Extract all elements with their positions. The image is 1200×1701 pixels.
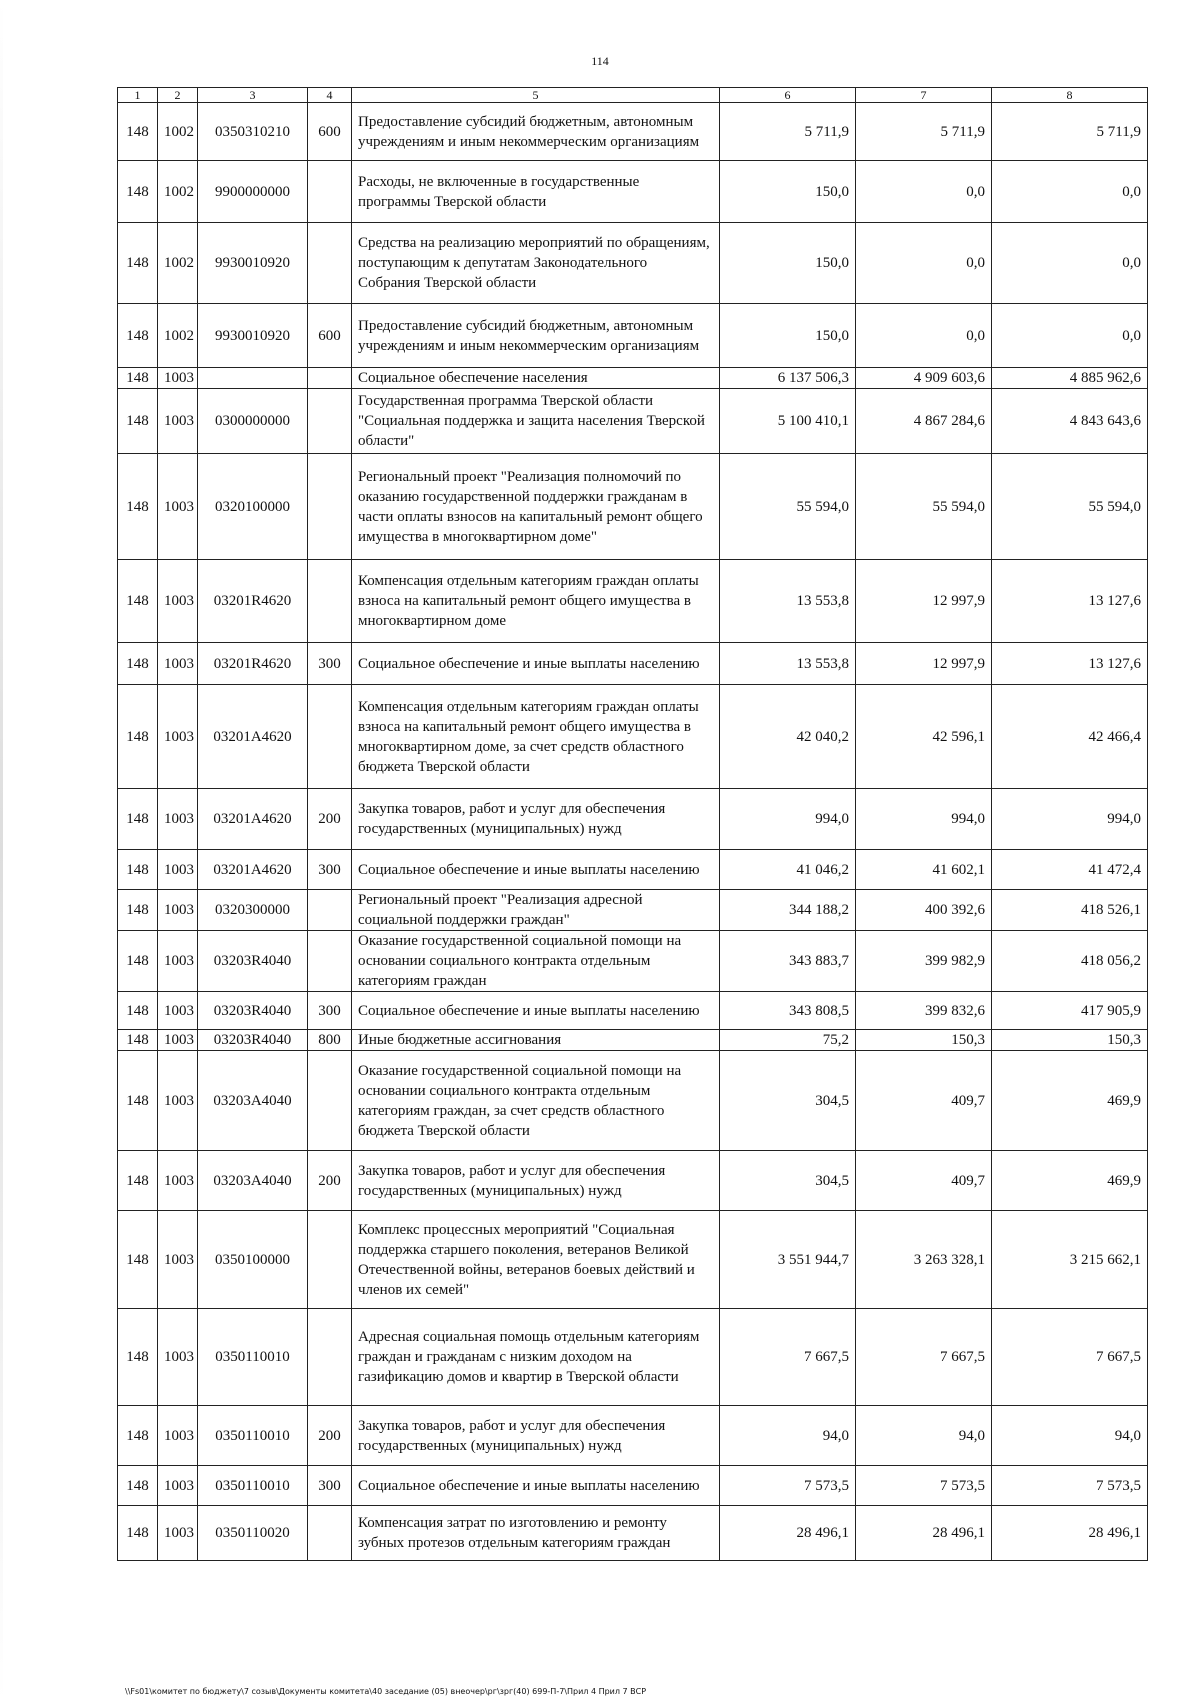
cell-target-article: 03201A4620 bbox=[198, 789, 308, 850]
cell-gr-code: 148 bbox=[118, 992, 158, 1030]
cell-section-code: 1003 bbox=[158, 850, 198, 890]
cell-amount-2026: 0,0 bbox=[856, 304, 992, 368]
cell-expense-type: 600 bbox=[308, 103, 352, 161]
cell-expense-type bbox=[308, 931, 352, 992]
cell-expense-type: 200 bbox=[308, 789, 352, 850]
table-row bbox=[118, 789, 1148, 850]
cell-amount-2025: 13 553,8 bbox=[720, 560, 856, 643]
cell-target-article: 0350310210 bbox=[198, 103, 308, 161]
cell-amount-2025: 55 594,0 bbox=[720, 454, 856, 560]
cell-expense-type bbox=[308, 890, 352, 931]
cell-description: Социальное обеспечение и иные выплаты населению bbox=[352, 1466, 720, 1506]
budget-table bbox=[117, 87, 1148, 1561]
cell-target-article bbox=[198, 368, 308, 389]
cell-amount-2027: 7 573,5 bbox=[992, 1466, 1148, 1506]
cell-section-code: 1003 bbox=[158, 1466, 198, 1506]
cell-target-article: 03201A4620 bbox=[198, 685, 308, 789]
cell-gr-code: 148 bbox=[118, 789, 158, 850]
cell-gr-code: 148 bbox=[118, 1466, 158, 1506]
cell-target-article: 03203R4040 bbox=[198, 1030, 308, 1051]
cell-target-article: 0350110020 bbox=[198, 1506, 308, 1561]
cell-description: Государственная программа Тверской области "Социальная поддержка и защита населения Тверской области" bbox=[352, 389, 720, 454]
cell-amount-2025: 5 100 410,1 bbox=[720, 389, 856, 454]
table-row bbox=[118, 1506, 1148, 1561]
cell-amount-2027: 28 496,1 bbox=[992, 1506, 1148, 1561]
cell-amount-2027: 42 466,4 bbox=[992, 685, 1148, 789]
cell-description: Комплекс процессных мероприятий "Социальная поддержка старшего поколения, ветеранов Великой Отечественной войны, ветеранов боевых действий и членов их семей" bbox=[352, 1211, 720, 1309]
table-row bbox=[118, 890, 1148, 931]
table-row bbox=[118, 850, 1148, 890]
cell-gr-code: 148 bbox=[118, 931, 158, 992]
cell-description: Социальное обеспечение и иные выплаты населению bbox=[352, 992, 720, 1030]
cell-target-article: 0320100000 bbox=[198, 454, 308, 560]
cell-gr-code: 148 bbox=[118, 454, 158, 560]
table-row bbox=[118, 1309, 1148, 1406]
cell-section-code: 1003 bbox=[158, 789, 198, 850]
cell-target-article: 03203R4040 bbox=[198, 992, 308, 1030]
cell-expense-type: 300 bbox=[308, 992, 352, 1030]
cell-target-article: 9930010920 bbox=[198, 223, 308, 304]
cell-description: Средства на реализацию мероприятий по обращениям, поступающим к депутатам Законодательного Собрания Тверской области bbox=[352, 223, 720, 304]
cell-target-article: 03203R4040 bbox=[198, 931, 308, 992]
cell-target-article: 03203A4040 bbox=[198, 1051, 308, 1151]
cell-amount-2026: 5 711,9 bbox=[856, 103, 992, 161]
cell-amount-2027: 994,0 bbox=[992, 789, 1148, 850]
cell-amount-2026: 0,0 bbox=[856, 223, 992, 304]
cell-amount-2025: 42 040,2 bbox=[720, 685, 856, 789]
cell-amount-2026: 3 263 328,1 bbox=[856, 1211, 992, 1309]
cell-section-code: 1003 bbox=[158, 389, 198, 454]
footer-file-path: \\Fs01\комитет по бюджету\7 созыв\Документы комитета\40 заседание (05) внеочер\рг\зрг(40) 699-П-7\Прил 4 Прил 7 ВСР bbox=[125, 1687, 647, 1696]
cell-section-code: 1003 bbox=[158, 1506, 198, 1561]
cell-amount-2027: 469,9 bbox=[992, 1051, 1148, 1151]
cell-target-article: 03201A4620 bbox=[198, 850, 308, 890]
cell-amount-2027: 7 667,5 bbox=[992, 1309, 1148, 1406]
cell-gr-code: 148 bbox=[118, 1030, 158, 1051]
cell-amount-2025: 5 711,9 bbox=[720, 103, 856, 161]
cell-amount-2027: 3 215 662,1 bbox=[992, 1211, 1148, 1309]
cell-section-code: 1003 bbox=[158, 1030, 198, 1051]
cell-amount-2026: 994,0 bbox=[856, 789, 992, 850]
cell-expense-type: 300 bbox=[308, 1466, 352, 1506]
column-number-7: 7 bbox=[856, 88, 992, 103]
table-row bbox=[118, 223, 1148, 304]
cell-amount-2026: 28 496,1 bbox=[856, 1506, 992, 1561]
cell-expense-type bbox=[308, 389, 352, 454]
cell-description: Социальное обеспечение населения bbox=[352, 368, 720, 389]
column-number-3: 3 bbox=[198, 88, 308, 103]
cell-target-article: 0320300000 bbox=[198, 890, 308, 931]
cell-section-code: 1003 bbox=[158, 368, 198, 389]
table-row bbox=[118, 643, 1148, 685]
cell-gr-code: 148 bbox=[118, 1506, 158, 1561]
table-row bbox=[118, 161, 1148, 223]
table-row bbox=[118, 368, 1148, 389]
cell-section-code: 1002 bbox=[158, 304, 198, 368]
cell-amount-2025: 994,0 bbox=[720, 789, 856, 850]
column-number-6: 6 bbox=[720, 88, 856, 103]
cell-target-article: 0350110010 bbox=[198, 1466, 308, 1506]
cell-description: Предоставление субсидий бюджетным, автономным учреждениям и иным некоммерческим организациям bbox=[352, 304, 720, 368]
cell-section-code: 1002 bbox=[158, 103, 198, 161]
cell-amount-2027: 150,3 bbox=[992, 1030, 1148, 1051]
cell-gr-code: 148 bbox=[118, 1051, 158, 1151]
cell-gr-code: 148 bbox=[118, 368, 158, 389]
cell-section-code: 1003 bbox=[158, 1406, 198, 1466]
cell-expense-type: 300 bbox=[308, 850, 352, 890]
cell-target-article: 9930010920 bbox=[198, 304, 308, 368]
cell-amount-2025: 343 808,5 bbox=[720, 992, 856, 1030]
cell-description: Компенсация отдельным категориям граждан оплаты взноса на капитальный ремонт общего имущества в многоквартирном доме bbox=[352, 560, 720, 643]
cell-amount-2025: 3 551 944,7 bbox=[720, 1211, 856, 1309]
cell-amount-2025: 344 188,2 bbox=[720, 890, 856, 931]
cell-amount-2025: 304,5 bbox=[720, 1151, 856, 1211]
cell-amount-2025: 41 046,2 bbox=[720, 850, 856, 890]
cell-amount-2027: 469,9 bbox=[992, 1151, 1148, 1211]
table-row bbox=[118, 1051, 1148, 1151]
column-number-row bbox=[118, 88, 1148, 103]
cell-amount-2027: 0,0 bbox=[992, 223, 1148, 304]
cell-target-article: 0350110010 bbox=[198, 1406, 308, 1466]
cell-expense-type bbox=[308, 223, 352, 304]
cell-section-code: 1003 bbox=[158, 685, 198, 789]
cell-amount-2025: 150,0 bbox=[720, 304, 856, 368]
cell-expense-type bbox=[308, 685, 352, 789]
scan-edge bbox=[0, 0, 3, 1701]
cell-target-article: 03203A4040 bbox=[198, 1151, 308, 1211]
cell-amount-2026: 12 997,9 bbox=[856, 643, 992, 685]
cell-amount-2026: 0,0 bbox=[856, 161, 992, 223]
cell-amount-2026: 7 573,5 bbox=[856, 1466, 992, 1506]
cell-section-code: 1003 bbox=[158, 1051, 198, 1151]
cell-target-article: 03201R4620 bbox=[198, 643, 308, 685]
column-number-8: 8 bbox=[992, 88, 1148, 103]
cell-gr-code: 148 bbox=[118, 1211, 158, 1309]
table-row bbox=[118, 1151, 1148, 1211]
cell-expense-type: 600 bbox=[308, 304, 352, 368]
cell-amount-2027: 0,0 bbox=[992, 161, 1148, 223]
cell-expense-type bbox=[308, 1051, 352, 1151]
column-number-1: 1 bbox=[118, 88, 158, 103]
cell-gr-code: 148 bbox=[118, 223, 158, 304]
cell-section-code: 1003 bbox=[158, 931, 198, 992]
cell-expense-type bbox=[308, 1506, 352, 1561]
cell-amount-2026: 4 867 284,6 bbox=[856, 389, 992, 454]
cell-expense-type bbox=[308, 161, 352, 223]
cell-amount-2026: 41 602,1 bbox=[856, 850, 992, 890]
cell-amount-2026: 42 596,1 bbox=[856, 685, 992, 789]
cell-amount-2025: 94,0 bbox=[720, 1406, 856, 1466]
cell-amount-2025: 304,5 bbox=[720, 1051, 856, 1151]
cell-gr-code: 148 bbox=[118, 389, 158, 454]
cell-amount-2026: 12 997,9 bbox=[856, 560, 992, 643]
table-row bbox=[118, 454, 1148, 560]
cell-section-code: 1002 bbox=[158, 223, 198, 304]
cell-description: Иные бюджетные ассигнования bbox=[352, 1030, 720, 1051]
cell-amount-2026: 399 832,6 bbox=[856, 992, 992, 1030]
cell-description: Адресная социальная помощь отдельным категориям граждан и гражданам с низким доходом на газификацию домов и квартир в Тверской области bbox=[352, 1309, 720, 1406]
cell-amount-2026: 55 594,0 bbox=[856, 454, 992, 560]
cell-description: Закупка товаров, работ и услуг для обеспечения государственных (муниципальных) нужд bbox=[352, 1151, 720, 1211]
cell-gr-code: 148 bbox=[118, 1309, 158, 1406]
cell-description: Оказание государственной социальной помощи на основании социального контракта отдельным категориям граждан, за счет средств областного бюджета Тверской области bbox=[352, 1051, 720, 1151]
cell-amount-2025: 75,2 bbox=[720, 1030, 856, 1051]
cell-amount-2026: 409,7 bbox=[856, 1151, 992, 1211]
cell-amount-2027: 41 472,4 bbox=[992, 850, 1148, 890]
cell-amount-2025: 6 137 506,3 bbox=[720, 368, 856, 389]
cell-target-article: 0350100000 bbox=[198, 1211, 308, 1309]
cell-amount-2026: 399 982,9 bbox=[856, 931, 992, 992]
cell-amount-2025: 13 553,8 bbox=[720, 643, 856, 685]
cell-target-article: 9900000000 bbox=[198, 161, 308, 223]
table-row bbox=[118, 685, 1148, 789]
cell-expense-type bbox=[308, 1211, 352, 1309]
cell-gr-code: 148 bbox=[118, 560, 158, 643]
table-row bbox=[118, 1406, 1148, 1466]
cell-amount-2027: 94,0 bbox=[992, 1406, 1148, 1466]
cell-gr-code: 148 bbox=[118, 643, 158, 685]
cell-target-article: 03201R4620 bbox=[198, 560, 308, 643]
table-body bbox=[118, 103, 1148, 1561]
cell-amount-2027: 4 843 643,6 bbox=[992, 389, 1148, 454]
table-row bbox=[118, 304, 1148, 368]
cell-amount-2025: 150,0 bbox=[720, 223, 856, 304]
cell-amount-2027: 418 526,1 bbox=[992, 890, 1148, 931]
cell-expense-type bbox=[308, 1309, 352, 1406]
cell-gr-code: 148 bbox=[118, 161, 158, 223]
cell-amount-2025: 7 667,5 bbox=[720, 1309, 856, 1406]
cell-gr-code: 148 bbox=[118, 685, 158, 789]
cell-expense-type: 200 bbox=[308, 1406, 352, 1466]
cell-section-code: 1003 bbox=[158, 454, 198, 560]
cell-expense-type: 300 bbox=[308, 643, 352, 685]
cell-amount-2025: 7 573,5 bbox=[720, 1466, 856, 1506]
table-row bbox=[118, 1211, 1148, 1309]
table-row bbox=[118, 389, 1148, 454]
cell-description: Расходы, не включенные в государственные программы Тверской области bbox=[352, 161, 720, 223]
cell-section-code: 1003 bbox=[158, 643, 198, 685]
cell-gr-code: 148 bbox=[118, 850, 158, 890]
cell-expense-type bbox=[308, 560, 352, 643]
cell-gr-code: 148 bbox=[118, 304, 158, 368]
cell-section-code: 1003 bbox=[158, 1151, 198, 1211]
cell-section-code: 1003 bbox=[158, 890, 198, 931]
table-row bbox=[118, 1466, 1148, 1506]
cell-gr-code: 148 bbox=[118, 890, 158, 931]
cell-amount-2025: 28 496,1 bbox=[720, 1506, 856, 1561]
cell-amount-2025: 343 883,7 bbox=[720, 931, 856, 992]
table-row bbox=[118, 103, 1148, 161]
cell-description: Социальное обеспечение и иные выплаты населению bbox=[352, 850, 720, 890]
cell-description: Оказание государственной социальной помощи на основании социального контракта отдельным категориям граждан bbox=[352, 931, 720, 992]
cell-amount-2025: 150,0 bbox=[720, 161, 856, 223]
column-number-4: 4 bbox=[308, 88, 352, 103]
cell-amount-2027: 13 127,6 bbox=[992, 643, 1148, 685]
table-row bbox=[118, 992, 1148, 1030]
cell-amount-2027: 417 905,9 bbox=[992, 992, 1148, 1030]
cell-amount-2027: 5 711,9 bbox=[992, 103, 1148, 161]
page-number: 114 bbox=[591, 54, 609, 68]
cell-amount-2027: 13 127,6 bbox=[992, 560, 1148, 643]
table-row bbox=[118, 931, 1148, 992]
cell-description: Региональный проект "Реализация полномочий по оказанию государственной поддержки гражданам в части оплаты взносов на капитальный ремонт общего имущества в многоквартирном доме" bbox=[352, 454, 720, 560]
cell-gr-code: 148 bbox=[118, 1151, 158, 1211]
cell-expense-type: 200 bbox=[308, 1151, 352, 1211]
cell-description: Социальное обеспечение и иные выплаты населению bbox=[352, 643, 720, 685]
cell-amount-2026: 400 392,6 bbox=[856, 890, 992, 931]
table-row bbox=[118, 1030, 1148, 1051]
cell-amount-2027: 0,0 bbox=[992, 304, 1148, 368]
cell-section-code: 1003 bbox=[158, 992, 198, 1030]
cell-gr-code: 148 bbox=[118, 103, 158, 161]
cell-section-code: 1002 bbox=[158, 161, 198, 223]
cell-description: Закупка товаров, работ и услуг для обеспечения государственных (муниципальных) нужд bbox=[352, 1406, 720, 1466]
cell-amount-2026: 409,7 bbox=[856, 1051, 992, 1151]
cell-amount-2026: 150,3 bbox=[856, 1030, 992, 1051]
cell-amount-2027: 4 885 962,6 bbox=[992, 368, 1148, 389]
cell-description: Компенсация отдельным категориям граждан оплаты взноса на капитальный ремонт общего имущества в многоквартирном доме, за счет средств областного бюджета Тверской области bbox=[352, 685, 720, 789]
cell-expense-type bbox=[308, 368, 352, 389]
cell-expense-type: 800 bbox=[308, 1030, 352, 1051]
cell-target-article: 0350110010 bbox=[198, 1309, 308, 1406]
column-number-5: 5 bbox=[352, 88, 720, 103]
cell-amount-2026: 7 667,5 bbox=[856, 1309, 992, 1406]
cell-amount-2027: 418 056,2 bbox=[992, 931, 1148, 992]
cell-description: Региональный проект "Реализация адресной социальной поддержки граждан" bbox=[352, 890, 720, 931]
cell-section-code: 1003 bbox=[158, 1309, 198, 1406]
cell-amount-2026: 94,0 bbox=[856, 1406, 992, 1466]
cell-amount-2026: 4 909 603,6 bbox=[856, 368, 992, 389]
cell-section-code: 1003 bbox=[158, 560, 198, 643]
table-row bbox=[118, 560, 1148, 643]
cell-expense-type bbox=[308, 454, 352, 560]
cell-description: Закупка товаров, работ и услуг для обеспечения государственных (муниципальных) нужд bbox=[352, 789, 720, 850]
cell-amount-2027: 55 594,0 bbox=[992, 454, 1148, 560]
column-number-2: 2 bbox=[158, 88, 198, 103]
cell-description: Предоставление субсидий бюджетным, автономным учреждениям и иным некоммерческим организациям bbox=[352, 103, 720, 161]
cell-description: Компенсация затрат по изготовлению и ремонту зубных протезов отдельным категориям граждан bbox=[352, 1506, 720, 1561]
cell-section-code: 1003 bbox=[158, 1211, 198, 1309]
cell-gr-code: 148 bbox=[118, 1406, 158, 1466]
cell-target-article: 0300000000 bbox=[198, 389, 308, 454]
